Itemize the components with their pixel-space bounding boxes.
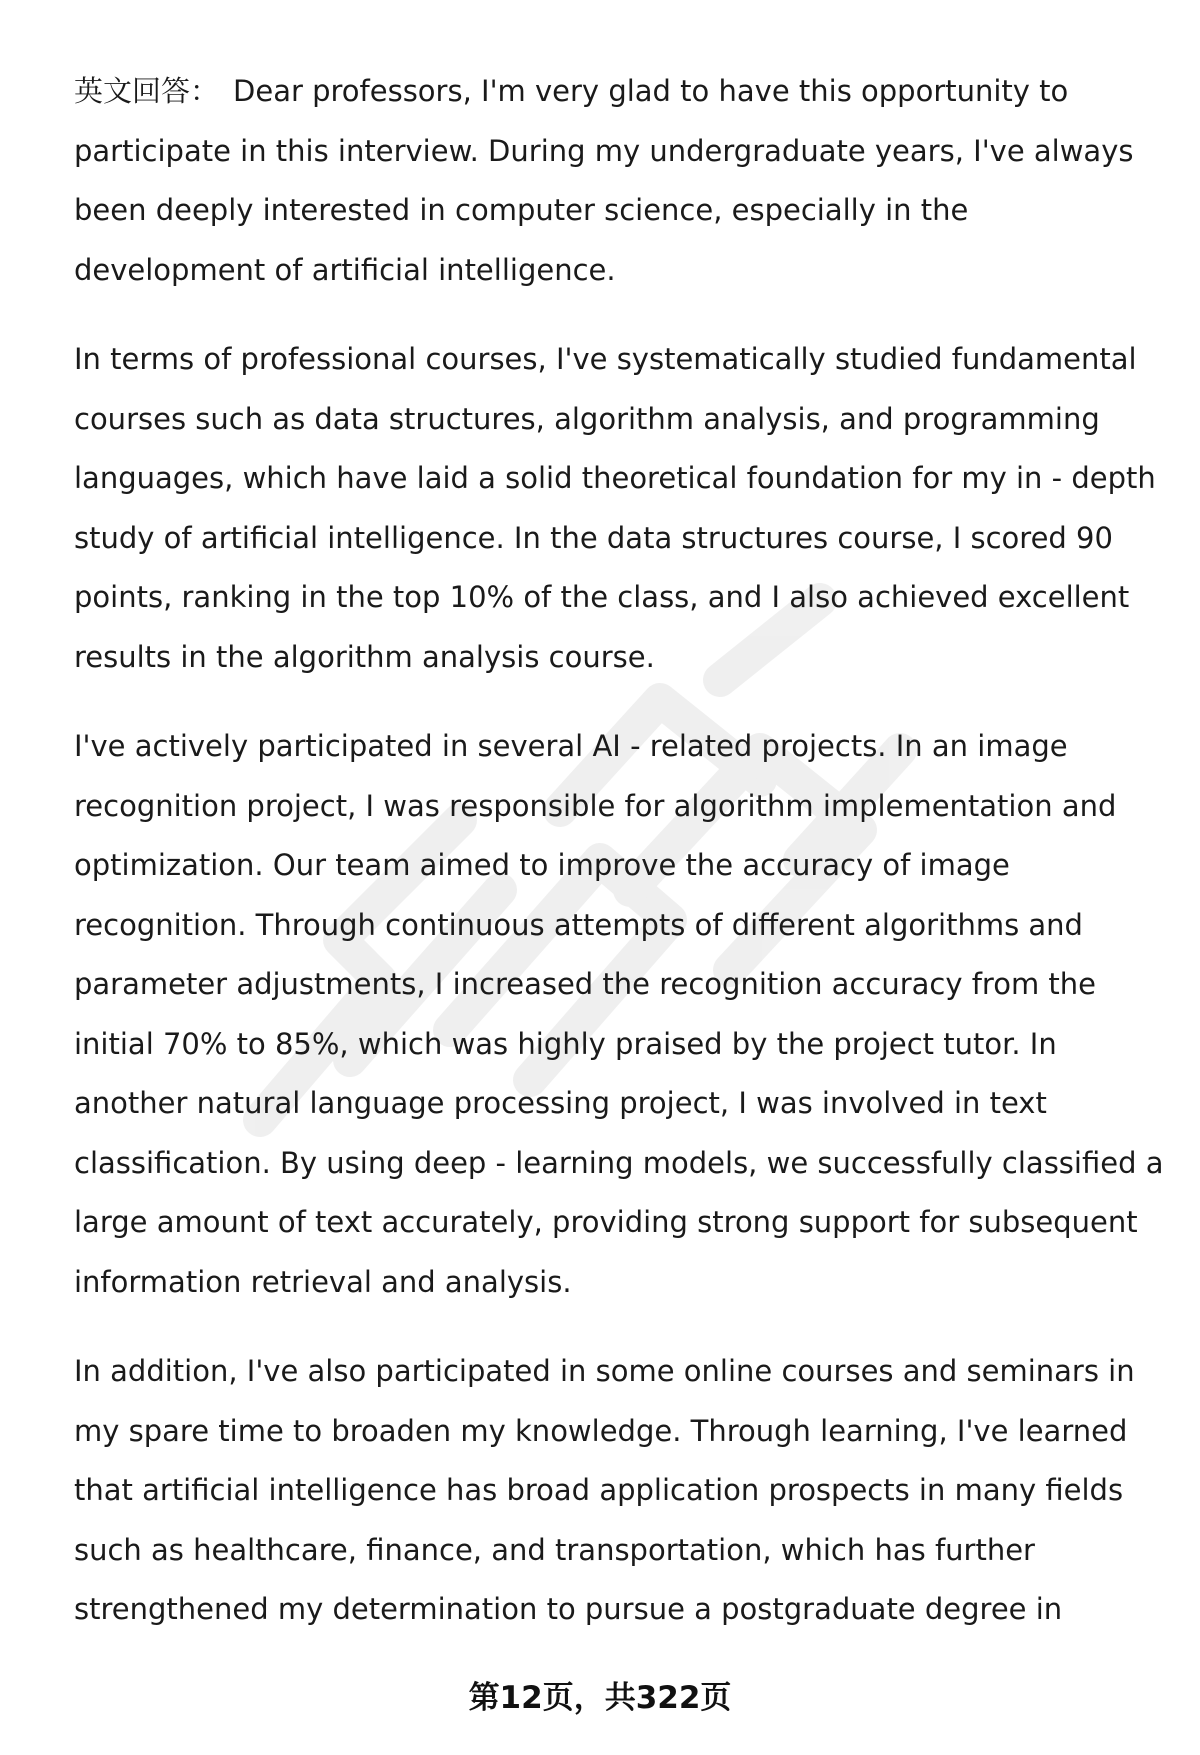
paragraph-additional: In addition, I've also participated in some online courses and seminars in my spare time to broaden my knowledge. Through learning, I've learned that artificial intelligence has broad application prospects in many fields such as healthcare, finance, and transportation, which has further strengthened my determination to pursue a postgraduate degree in <box>74 1354 1135 1626</box>
paragraph-courses: In terms of professional courses, I've systematically studied fundamental courses such as data structures, algorithm analysis, and programming languages, which have laid a solid theoretical foundation for my in - depth study of artificial intelligence. In the data structures course, I scored 90 points, ranking in the top 10% of the class, and I also achieved excellent results in the algorithm analysis course. <box>74 342 1156 674</box>
page-number-footer: 第12页，共322页 <box>468 1680 732 1716</box>
answer-label: 英文回答： <box>74 74 220 108</box>
paragraph-intro-text: Dear professors, I'm very glad to have this opportunity to participate in this interview. During my undergraduate years, I've always been deeply interested in computer science, especially in the development of artificial intelligence. <box>74 74 1134 287</box>
document-body <box>74 62 1164 1670</box>
paragraph-projects: I've actively participated in several AI - related projects. In an image recognition project, I was responsible for algorithm implementation and optimization. Our team aimed to improve the accuracy of image recognition. Through continuous attempts of different algorithms and parameter adjustments, I increased the recognition accuracy from the initial 70% to 85%, which was highly praised by the project tutor. In another natural language processing project, I was involved in text classification. By using deep - learning models, we successfully classified a large amount of text accurately, providing strong support for subsequent information retrieval and analysis. <box>74 729 1164 1299</box>
paragraph-intro <box>74 62 1164 300</box>
